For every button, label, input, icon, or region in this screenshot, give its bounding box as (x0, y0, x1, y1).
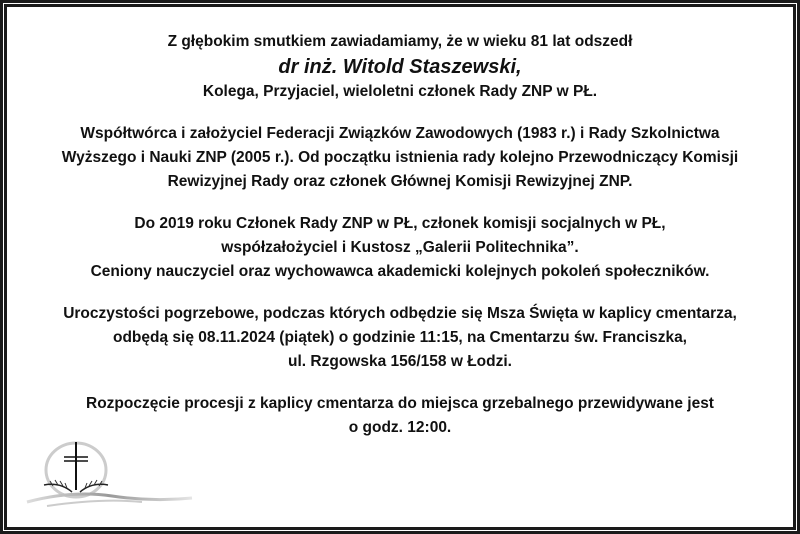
text-line: Do 2019 roku Członek Rady ZNP w PŁ, członek komisji socjalnych w PŁ, (134, 215, 666, 232)
cross-with-palm-branches-icon (22, 440, 202, 515)
text-line: Uroczystości pogrzebowe, podczas których odbędzie się Msza Święta w kaplicy cmentarza, (63, 305, 737, 322)
paragraph-funeral (0, 302, 800, 374)
text-line: Rozpoczęcie procesji z kaplicy cmentarza do miejsca grzebalnego przewidywane jest (86, 395, 714, 412)
text-line: Współtwórca i założyciel Federacji Związków Zawodowych (1983 r.) i Rady Szkolnictwa (80, 125, 720, 142)
text-line: ul. Rzgowska 156/158 w Łodzi. (288, 353, 512, 370)
text-line: Wyższego i Nauki ZNP (2005 r.). Od początku istnienia rady kolejno Przewodniczący Komisji (61, 149, 739, 166)
paragraph-career (0, 212, 800, 284)
deceased-name: dr inż. Witold Staszewski, (278, 56, 522, 78)
obituary-text (0, 30, 800, 440)
text-line: odbędą się 08.11.2024 (piątek) o godzinie 11:15, na Cmentarzu św. Franciszka, (112, 329, 687, 346)
text-line: Rewizyjnej Rady oraz członek Głównej Komisji Rewizyjnej ZNP. (167, 173, 633, 190)
text-line: o godz. 12:00. (348, 419, 452, 436)
intro-line: Z głębokim smutkiem zawiadamiamy, że w wieku 81 lat odszedł (167, 33, 633, 50)
text-line: współzałożyciel i Kustosz „Galerii Politechnika”. (221, 239, 579, 256)
roles-line: Kolega, Przyjaciel, wieloletni członek Rady ZNP w PŁ. (202, 83, 598, 100)
paragraph-bio (0, 122, 800, 194)
text-line: Ceniony nauczyciel oraz wychowawca akademicki kolejnych pokoleń społeczników. (90, 263, 710, 280)
paragraph-procession (0, 392, 800, 440)
